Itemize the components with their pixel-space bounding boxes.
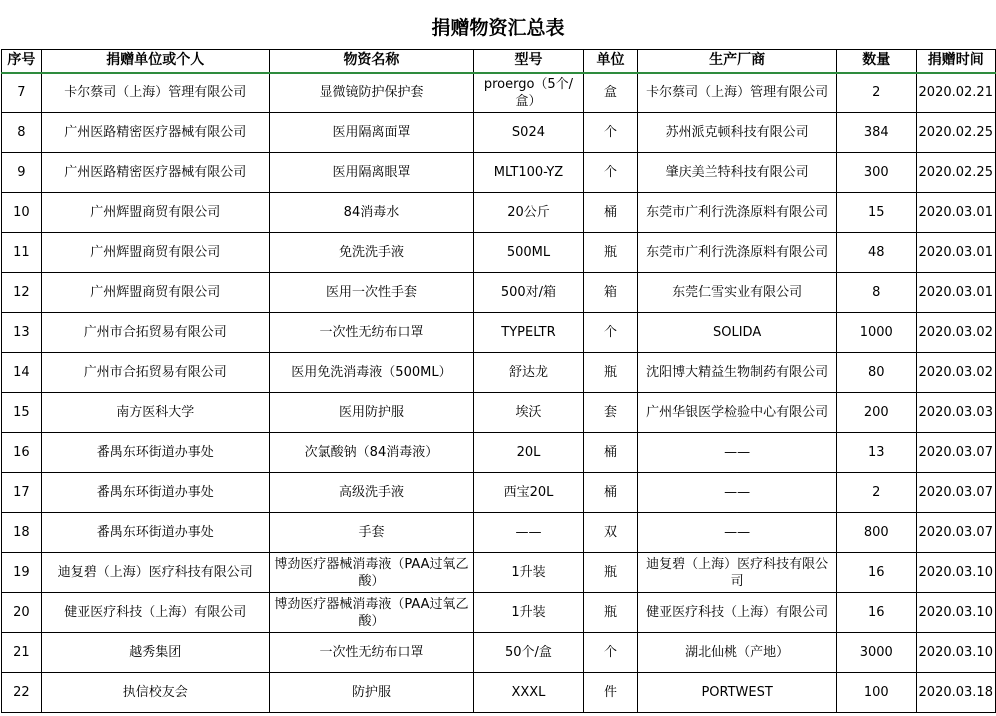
table-row xyxy=(2,113,996,153)
table-row xyxy=(2,473,996,513)
table-row xyxy=(2,433,996,473)
cell-no[interactable]: 8 xyxy=(2,113,42,153)
cell-qty[interactable]: 13 xyxy=(836,433,916,473)
cell-qty[interactable]: 8 xyxy=(836,273,916,313)
cell-model[interactable]: 20公斤 xyxy=(474,193,583,233)
cell-donor[interactable]: 广州医路精密医疗器械有限公司 xyxy=(41,113,269,153)
cell-date[interactable]: 2020.03.18 xyxy=(916,673,995,713)
cell-no[interactable]: 14 xyxy=(2,353,42,393)
cell-no[interactable]: 10 xyxy=(2,193,42,233)
cell-unit[interactable]: 个 xyxy=(583,113,638,153)
cell-item[interactable]: 医用一次性手套 xyxy=(269,273,474,313)
header-row xyxy=(2,50,996,73)
cell-date[interactable]: 2020.03.07 xyxy=(916,473,995,513)
cell-unit[interactable]: 桶 xyxy=(583,433,638,473)
cell-no[interactable]: 21 xyxy=(2,633,42,673)
cell-model[interactable]: 500对/箱 xyxy=(474,273,583,313)
cell-qty[interactable]: 300 xyxy=(836,153,916,193)
donation-table xyxy=(1,49,996,713)
cell-model[interactable]: 1升装 xyxy=(474,593,583,633)
cell-no[interactable]: 12 xyxy=(2,273,42,313)
sheet-title: 捐赠物资汇总表 xyxy=(431,17,565,39)
cell-item[interactable]: 医用免洗消毒液（500ML） xyxy=(269,353,474,393)
cell-date[interactable]: 2020.03.01 xyxy=(916,233,995,273)
cell-no[interactable]: 9 xyxy=(2,153,42,193)
cell-unit[interactable]: 桶 xyxy=(583,473,638,513)
cell-donor[interactable]: 广州市合拓贸易有限公司 xyxy=(41,313,269,353)
cell-item[interactable]: 显微镜防护保护套 xyxy=(269,73,474,113)
cell-donor[interactable]: 广州辉盟商贸有限公司 xyxy=(41,273,269,313)
cell-item[interactable]: 高级洗手液 xyxy=(269,473,474,513)
cell-no[interactable]: 16 xyxy=(2,433,42,473)
cell-maker[interactable]: 东莞仁雪实业有限公司 xyxy=(638,273,837,313)
cell-model[interactable]: XXXL xyxy=(474,673,583,713)
cell-no[interactable]: 11 xyxy=(2,233,42,273)
cell-qty[interactable]: 2 xyxy=(836,473,916,513)
table-row xyxy=(2,193,996,233)
table-body xyxy=(2,73,996,713)
cell-item[interactable]: 一次性无纺布口罩 xyxy=(269,633,474,673)
cell-model[interactable]: TYPELTR xyxy=(474,313,583,353)
cell-model[interactable]: 50个/盒 xyxy=(474,633,583,673)
cell-date[interactable]: 2020.03.01 xyxy=(916,273,995,313)
cell-maker[interactable]: 肇庆美兰特科技有限公司 xyxy=(638,153,837,193)
cell-date[interactable]: 2020.03.07 xyxy=(916,513,995,553)
cell-item[interactable]: 博劲医疗器械消毒液（PAA过氧乙酸） xyxy=(269,593,474,633)
cell-donor[interactable]: 广州市合拓贸易有限公司 xyxy=(41,353,269,393)
cell-item[interactable]: 免洗洗手液 xyxy=(269,233,474,273)
cell-unit[interactable]: 件 xyxy=(583,673,638,713)
cell-item[interactable]: 医用隔离眼罩 xyxy=(269,153,474,193)
cell-unit[interactable]: 瓶 xyxy=(583,593,638,633)
cell-no[interactable]: 20 xyxy=(2,593,42,633)
cell-no[interactable]: 18 xyxy=(2,513,42,553)
cell-maker[interactable]: 广州华银医学检验中心有限公司 xyxy=(638,393,837,433)
header-model[interactable]: 型号 xyxy=(474,50,583,73)
cell-no[interactable]: 22 xyxy=(2,673,42,713)
cell-date[interactable]: 2020.03.10 xyxy=(916,553,995,593)
table-row xyxy=(2,673,996,713)
cell-no[interactable]: 17 xyxy=(2,473,42,513)
table-row xyxy=(2,273,996,313)
header-qty[interactable]: 数量 xyxy=(836,50,916,73)
cell-maker[interactable]: 沈阳博大精益生物制药有限公司 xyxy=(638,353,837,393)
cell-date[interactable]: 2020.02.21 xyxy=(916,73,995,113)
header-maker[interactable]: 生产厂商 xyxy=(638,50,837,73)
cell-maker[interactable]: 湖北仙桃（产地） xyxy=(638,633,837,673)
cell-donor[interactable]: 番禺东环街道办事处 xyxy=(41,513,269,553)
cell-maker[interactable]: 东莞市广利行洗涤原料有限公司 xyxy=(638,193,837,233)
cell-date[interactable]: 2020.03.10 xyxy=(916,593,995,633)
cell-date[interactable]: 2020.03.01 xyxy=(916,193,995,233)
cell-item[interactable]: 医用隔离面罩 xyxy=(269,113,474,153)
cell-qty[interactable]: 2 xyxy=(836,73,916,113)
cell-donor[interactable]: 越秀集团 xyxy=(41,633,269,673)
cell-unit[interactable]: 桶 xyxy=(583,193,638,233)
cell-item[interactable]: 医用防护服 xyxy=(269,393,474,433)
cell-qty[interactable]: 384 xyxy=(836,113,916,153)
cell-date[interactable]: 2020.02.25 xyxy=(916,153,995,193)
table-row xyxy=(2,353,996,393)
table-row xyxy=(2,513,996,553)
cell-model[interactable]: 1升装 xyxy=(474,553,583,593)
table-row xyxy=(2,393,996,433)
cell-model[interactable]: 西宝20L xyxy=(474,473,583,513)
cell-model[interactable]: 20L xyxy=(474,433,583,473)
cell-qty[interactable]: 48 xyxy=(836,233,916,273)
header-unit[interactable]: 单位 xyxy=(583,50,638,73)
table-row xyxy=(2,153,996,193)
cell-unit[interactable]: 箱 xyxy=(583,273,638,313)
cell-unit[interactable]: 瓶 xyxy=(583,553,638,593)
cell-donor[interactable]: 广州辉盟商贸有限公司 xyxy=(41,193,269,233)
cell-no[interactable]: 13 xyxy=(2,313,42,353)
cell-maker[interactable]: 健亚医疗科技（上海）有限公司 xyxy=(638,593,837,633)
cell-date[interactable]: 2020.03.02 xyxy=(916,313,995,353)
sheet-top-strip xyxy=(0,0,996,6)
cell-model[interactable]: 埃沃 xyxy=(474,393,583,433)
cell-unit[interactable]: 套 xyxy=(583,393,638,433)
cell-no[interactable]: 15 xyxy=(2,393,42,433)
cell-donor[interactable]: 番禺东环街道办事处 xyxy=(41,433,269,473)
cell-donor[interactable]: 执信校友会 xyxy=(41,673,269,713)
cell-unit[interactable]: 双 xyxy=(583,513,638,553)
table-row xyxy=(2,593,996,633)
header-donor[interactable]: 捐赠单位或个人 xyxy=(41,50,269,73)
table-row xyxy=(2,313,996,353)
cell-donor[interactable]: 健亚医疗科技（上海）有限公司 xyxy=(41,593,269,633)
cell-date[interactable]: 2020.03.07 xyxy=(916,433,995,473)
cell-donor[interactable]: 广州医路精密医疗器械有限公司 xyxy=(41,153,269,193)
cell-qty[interactable]: 16 xyxy=(836,553,916,593)
cell-maker[interactable]: —— xyxy=(638,473,837,513)
header-no[interactable]: 序号 xyxy=(2,50,42,73)
cell-unit[interactable]: 瓶 xyxy=(583,233,638,273)
cell-date[interactable]: 2020.03.10 xyxy=(916,633,995,673)
table-row xyxy=(2,633,996,673)
cell-item[interactable]: 84消毒水 xyxy=(269,193,474,233)
cell-unit[interactable]: 个 xyxy=(583,313,638,353)
cell-maker[interactable]: —— xyxy=(638,433,837,473)
cell-date[interactable]: 2020.03.03 xyxy=(916,393,995,433)
cell-donor[interactable]: 迪复碧（上海）医疗科技有限公司 xyxy=(41,553,269,593)
cell-model[interactable]: MLT100-YZ xyxy=(474,153,583,193)
cell-qty[interactable]: 200 xyxy=(836,393,916,433)
cell-item[interactable]: 次氯酸钠（84消毒液） xyxy=(269,433,474,473)
cell-model[interactable]: —— xyxy=(474,513,583,553)
cell-donor[interactable]: 番禺东环街道办事处 xyxy=(41,473,269,513)
cell-qty[interactable]: 100 xyxy=(836,673,916,713)
cell-item[interactable]: 防护服 xyxy=(269,673,474,713)
cell-unit[interactable]: 个 xyxy=(583,633,638,673)
cell-qty[interactable]: 800 xyxy=(836,513,916,553)
header-date[interactable]: 捐赠时间 xyxy=(916,50,995,73)
cell-maker[interactable]: SOLIDA xyxy=(638,313,837,353)
cell-qty[interactable]: 80 xyxy=(836,353,916,393)
table-row xyxy=(2,73,996,113)
cell-maker[interactable]: 卡尔蔡司（上海）管理有限公司 xyxy=(638,73,837,113)
cell-unit[interactable]: 盒 xyxy=(583,73,638,113)
cell-unit[interactable]: 个 xyxy=(583,153,638,193)
cell-item[interactable]: 博劲医疗器械消毒液（PAA过氧乙酸） xyxy=(269,553,474,593)
cell-date[interactable]: 2020.03.02 xyxy=(916,353,995,393)
cell-item[interactable]: 一次性无纺布口罩 xyxy=(269,313,474,353)
cell-model[interactable]: proergo（5个/盒） xyxy=(474,73,583,113)
table-row xyxy=(2,233,996,273)
cell-maker[interactable]: —— xyxy=(638,513,837,553)
cell-maker[interactable]: 迪复碧（上海）医疗科技有限公司 xyxy=(638,553,837,593)
cell-donor[interactable]: 卡尔蔡司（上海）管理有限公司 xyxy=(41,73,269,113)
cell-donor[interactable]: 广州辉盟商贸有限公司 xyxy=(41,233,269,273)
header-item[interactable]: 物资名称 xyxy=(269,50,474,73)
cell-model[interactable]: S024 xyxy=(474,113,583,153)
cell-qty[interactable]: 1000 xyxy=(836,313,916,353)
cell-maker[interactable]: PORTWEST xyxy=(638,673,837,713)
cell-qty[interactable]: 16 xyxy=(836,593,916,633)
cell-no[interactable]: 19 xyxy=(2,553,42,593)
cell-model[interactable]: 500ML xyxy=(474,233,583,273)
table-row xyxy=(2,553,996,593)
cell-item[interactable]: 手套 xyxy=(269,513,474,553)
cell-unit[interactable]: 瓶 xyxy=(583,353,638,393)
cell-qty[interactable]: 3000 xyxy=(836,633,916,673)
cell-qty[interactable]: 15 xyxy=(836,193,916,233)
cell-date[interactable]: 2020.02.25 xyxy=(916,113,995,153)
cell-donor[interactable]: 南方医科大学 xyxy=(41,393,269,433)
cell-maker[interactable]: 苏州派克顿科技有限公司 xyxy=(638,113,837,153)
cell-no[interactable]: 7 xyxy=(2,73,42,113)
cell-maker[interactable]: 东莞市广利行洗涤原料有限公司 xyxy=(638,233,837,273)
cell-model[interactable]: 舒达龙 xyxy=(474,353,583,393)
